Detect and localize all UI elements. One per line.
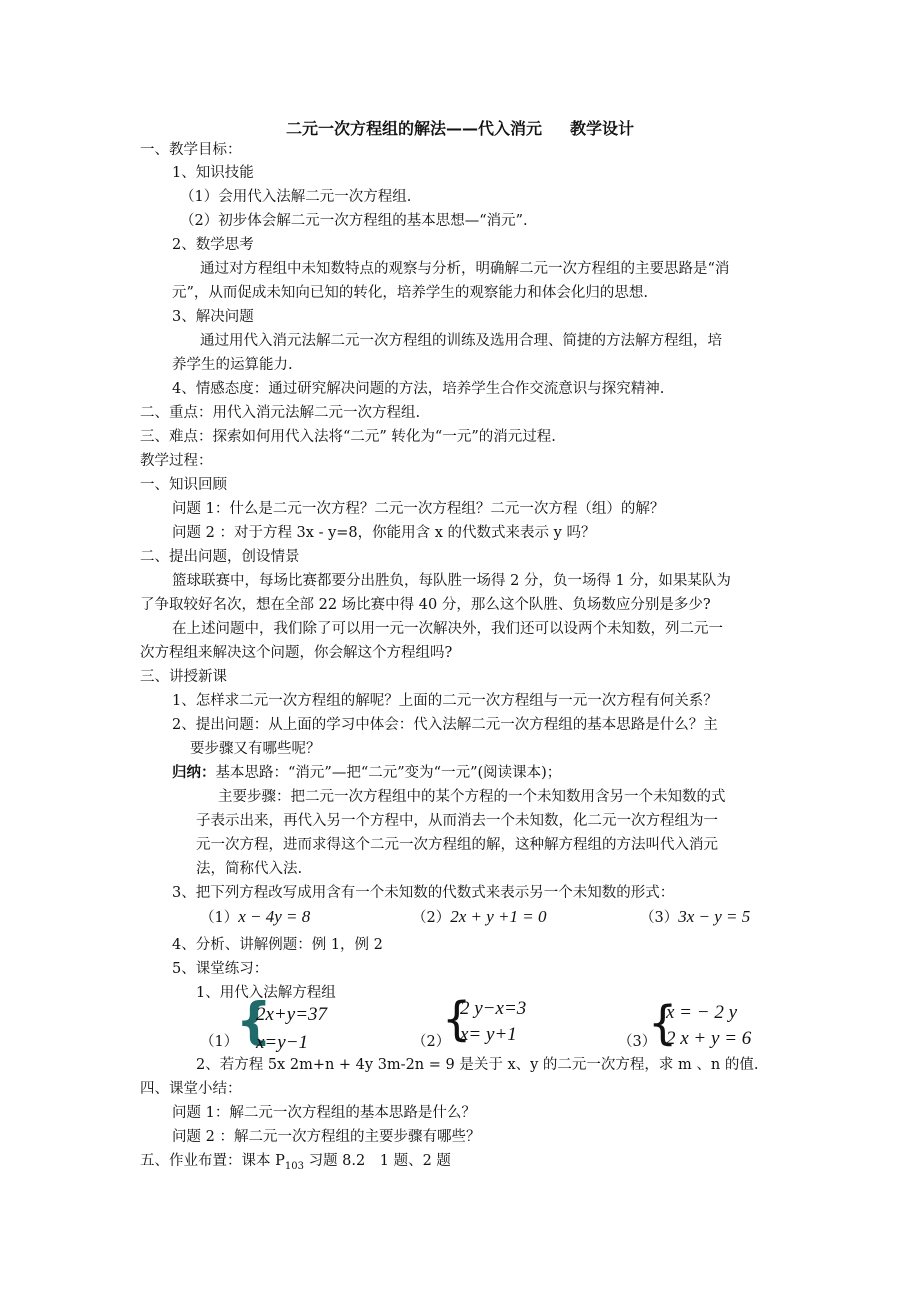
paragraph-line: 了争取较好名次，想在全部 22 场比赛中得 40 分，那么这个队胜、负场数应分别是多少? [140, 597, 711, 613]
paragraph-line: 法，简称代入法. [196, 861, 303, 877]
paragraph-line: 主要步骤：把二元一次方程组中的某个方程的一个未知数用含另一个未知数的式 [218, 789, 726, 805]
subheading: 1、知识技能 [172, 165, 254, 181]
equation: 3x − y = 5 [678, 907, 751, 926]
equation-item: （1）x − 4y = 8 [200, 907, 311, 926]
paragraph-line: 2、提出问题：从上面的学习中体会：代入法解二元一次方程组的基本思路是什么？主 [172, 717, 718, 733]
subheading: 3、解决问题 [172, 309, 254, 325]
paragraph-line: 3、把下列方程改写成用含有一个未知数的代数式来表示另一个未知数的形式： [172, 885, 675, 901]
paragraph-line: 在上述问题中，我们除了可以用一元一次解决外，我们还可以设两个未知数，列二元一 [172, 621, 723, 637]
section-heading: 五、作业布置：课本 $P_{103}$ 习题 8.2 1 题、2 题 [140, 1153, 451, 1172]
paragraph-line: 次方程组来解决这个问题，你会解这个方程组吗? [140, 645, 453, 661]
paragraph-line: 5、课堂练习： [172, 961, 269, 977]
section-heading: 四、课堂小结： [140, 1081, 242, 1097]
section-heading: 教学过程： [140, 453, 213, 469]
subheading: 2、数学思考 [172, 237, 254, 253]
equation-system: （2） { 2 y−x=3 x= y+1 [412, 992, 527, 1050]
paragraph-line: 子表示出来，再代入另一个方程中，从而消去一个未知数，化二元一次方程组为一 [196, 813, 718, 829]
paragraph-line: 问题 2 ：解二元一次方程组的主要步骤有哪些？ [172, 1129, 481, 1145]
equation-system: （1） { 2x+y=37 x=y−1 [200, 992, 328, 1053]
section-heading: 二、重点：用代入消元法解二元一次方程组. [140, 405, 421, 421]
section-heading: 三、难点：探索如何用代入法将“二元” 转化为“一元”的消元过程. [140, 429, 556, 445]
paragraph-line: 问题 2 ：对于方程 3x - y=8，你能用含 x 的代数式来表示 y 吗？ [172, 525, 596, 541]
brace-icon: { [236, 992, 272, 1050]
summary-label: 归纳： [172, 765, 216, 781]
equation-item: （2）2x + y +1 = 0 [412, 907, 547, 926]
paragraph-line: 元”，从而促成未知向已知的转化，培养学生的观察能力和体会化归的思想. [172, 285, 649, 301]
paragraph-line: 4、情感态度：通过研究解决问题的方法，培养学生合作交流意识与探究精神. [172, 381, 665, 397]
equation-item: （3）3x − y = 5 [640, 907, 751, 926]
paragraph-line: 养学生的运算能力. [172, 357, 293, 373]
paragraph-line: （1）会用代入法解二元一次方程组. [180, 189, 412, 205]
section-heading: 一、知识回顾 [140, 477, 227, 493]
equation: x − 4y = 8 [238, 907, 311, 926]
paragraph-line: 要步骤又有哪些呢？ [190, 741, 321, 757]
paragraph-line: 1、用代入法解方程组 [196, 985, 336, 1001]
equation-system: （3） { x = − 2 y 2 x + y = 6 [618, 996, 752, 1050]
brace-icon: { [648, 996, 678, 1050]
section-heading: 三、讲授新课 [140, 669, 227, 685]
paragraph-line: 1、怎样求二元一次方程组的解呢？上面的二元一次方程组与一元一次方程有何关系？ [172, 693, 718, 709]
equation: 2x + y +1 = 0 [450, 907, 547, 926]
paragraph-line: 元一次方程，进而求得这个二元一次方程组的解，这种解方程组的方法叫代入消元 [196, 837, 718, 853]
paragraph-line: 2、若方程 5x 2m+n + 4y 3m-2n = 9 是关于 x、y 的二元一次方程，求 m 、n 的值. [196, 1057, 759, 1073]
paragraph-line: 问题 1：什么是二元一次方程？二元一次方程组？二元一次方程（组）的解？ [172, 501, 665, 517]
section-heading: 二、提出问题，创设情景 [140, 549, 300, 565]
paragraph-line: 问题 1：解二元一次方程组的基本思路是什么？ [172, 1105, 476, 1121]
paragraph-line: 通过对方程组中未知数特点的观察与分析，明确解二元一次方程组的主要思路是“消 [200, 261, 730, 277]
paragraph-line: （2）初步体会解二元一次方程组的基本思想—“消元”. [180, 213, 528, 229]
paragraph-line: 4、分析、讲解例题：例 1，例 2 [172, 937, 383, 953]
section-heading: 一、教学目标： [140, 142, 242, 158]
paragraph-line: 篮球联赛中，每场比赛都要分出胜负，每队胜一场得 2 分，负一场得 1 分，如果某队为 [172, 573, 731, 589]
paragraph-line: 归纳：基本思路：“消元”—把“二元”变为“一元”(阅读课本)； [172, 765, 562, 781]
page-title: 二元一次方程组的解法——代入消元 教学设计 [285, 119, 635, 138]
paragraph-line: 通过用代入消元法解二元一次方程组的训练及选用合理、简捷的方法解方程组，培 [200, 333, 722, 349]
brace-icon: { [442, 992, 472, 1046]
